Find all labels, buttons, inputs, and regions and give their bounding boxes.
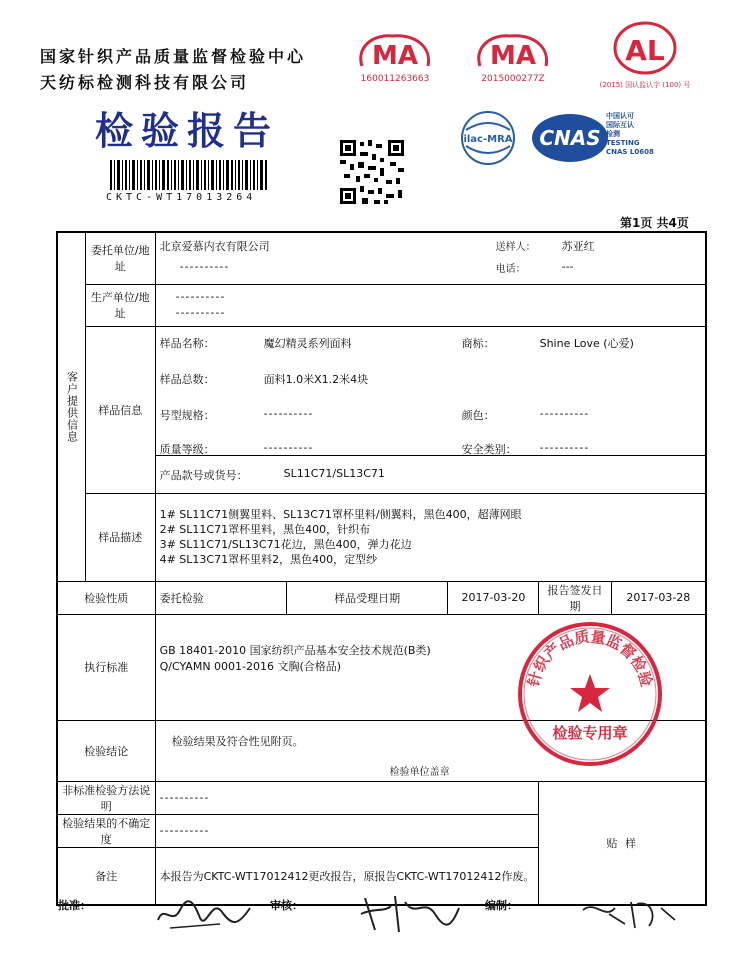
cal-code: (2015) 国认监认字 (100) 号 <box>599 81 691 89</box>
report-table <box>56 231 707 906</box>
remarks-label: 备注 <box>57 847 155 905</box>
color-value: ---------- <box>539 406 590 420</box>
sample-info-cell <box>155 326 706 493</box>
sample-desc-line: 2# SL11C71罩杯里料，黑色400，针织布 <box>159 523 371 536</box>
cnas-caption-line: TESTING <box>606 139 640 147</box>
sample-desc-line: 4# SL13C71罩杯里料2，黑色400，定型纱 <box>159 553 378 566</box>
sample-desc-line: 3# SL11C71/SL13C71花边，黑色400，弹力花边 <box>159 538 412 551</box>
svg-text:MA: MA <box>372 41 418 70</box>
model-label: 号型规格： <box>159 408 215 422</box>
page-indicator: 第1页 共4页 <box>620 216 689 230</box>
safety-value: ---------- <box>539 440 590 454</box>
standard-line: GB 18401-2010 国家纺织产品基本安全技术规范(B类) <box>159 643 431 657</box>
standard-line: Q/CYAMN 0001-2016 文胸(合格品) <box>159 659 342 673</box>
model-value: ---------- <box>263 406 314 420</box>
seal-label: 检验单位盖章 <box>389 766 450 778</box>
barcode-icon <box>110 160 270 190</box>
seal-arc-text: 针织产品质量监督检验 <box>524 627 656 689</box>
seal-sub-text: 检验专用章 <box>552 724 628 742</box>
producer-label: 生产单位/地址 <box>85 284 155 326</box>
cnas-logo <box>530 110 610 166</box>
color-label: 颜色： <box>461 408 495 422</box>
compile-label: 编制： <box>485 899 518 912</box>
phone-value: --- <box>561 260 574 274</box>
cma-logo-2 <box>470 30 556 86</box>
conclusion-label: 检验结论 <box>57 720 155 781</box>
standard-label: 执行标准 <box>57 614 155 720</box>
producer-line1: ---------- <box>175 290 226 303</box>
client-name: 北京爱慕内衣有限公司 <box>159 240 270 254</box>
review-label: 审核： <box>270 899 303 912</box>
conclusion-text: 检验结果及符合性见附页。 <box>171 734 304 748</box>
reviewer-signature <box>355 888 465 942</box>
approver-signature <box>150 890 260 939</box>
cal-logo <box>590 20 700 90</box>
brand-label: 商标： <box>461 336 495 350</box>
cnas-caption-line: 中国认可 <box>606 112 634 120</box>
received-value: 2017-03-20 <box>448 581 539 614</box>
producer-cell <box>155 284 706 326</box>
sample-desc-cell <box>155 493 706 581</box>
item-no-value: SL11C71/SL13C71 <box>283 466 385 480</box>
safety-label: 安全类别： <box>461 442 517 456</box>
qr-code-icon <box>340 140 404 204</box>
cnas-caption-line: CNAS L0608 <box>606 148 654 156</box>
sender-value: 苏亚红 <box>561 240 595 254</box>
official-seal <box>516 620 664 768</box>
cnas-caption <box>606 112 654 157</box>
client-label: 委托单位/地址 <box>85 232 155 284</box>
svg-text:AL: AL <box>625 34 665 67</box>
barcode-text: CKTC-WT17013264 <box>106 192 257 203</box>
client-cell <box>155 232 706 284</box>
ilac-mra-logo <box>456 110 520 166</box>
cma-code-1: 160011263663 <box>360 74 430 84</box>
cma-logo-1 <box>352 30 438 86</box>
issued-value: 2017-03-28 <box>611 581 706 614</box>
non-standard-value: ---------- <box>155 781 539 814</box>
grade-label: 质量等级： <box>159 442 215 456</box>
sample-name: 魔幻精灵系列面料 <box>263 336 352 350</box>
cma-code-2: 2015000277Z <box>481 74 545 84</box>
cnas-caption-line: 国际互认 <box>606 121 634 129</box>
compiler-signature <box>575 890 685 939</box>
sample-info-label: 样品信息 <box>85 326 155 493</box>
client-address: ---------- <box>179 260 230 274</box>
sample-name-label: 样品名称： <box>159 336 215 350</box>
sample-total: 面料1.0米X1.2米4块 <box>263 372 369 386</box>
approve-label: 批准： <box>58 899 91 912</box>
uncertainty-value: ---------- <box>155 814 539 847</box>
received-label: 样品受理日期 <box>286 581 448 614</box>
report-title: 检验报告 <box>95 109 280 153</box>
cnas-caption-line: 检测 <box>606 130 620 138</box>
nature-label: 检验性质 <box>57 581 155 614</box>
producer-line2: ---------- <box>175 306 226 319</box>
svg-text:MA: MA <box>490 41 536 70</box>
org-name-line1: 国家针织产品质量监督检验中心 <box>40 47 307 66</box>
remarks-value: 本报告为CKTC-WT17012412更改报告，原报告CKTC-WT17012412作废。 <box>155 847 539 905</box>
nature-value: 委托检验 <box>155 581 286 614</box>
grade-value: ---------- <box>263 440 314 454</box>
divider <box>156 455 705 456</box>
svg-text:ilac-MRA: ilac-MRA <box>463 134 513 145</box>
sample-total-label: 样品总数： <box>159 372 215 386</box>
brand-value: Shine Love (心爱) <box>539 336 634 350</box>
issued-label: 报告签发日期 <box>539 581 611 614</box>
org-name-line2: 天纺标检测科技有限公司 <box>40 73 250 92</box>
item-no-label: 产品款号或货号： <box>159 468 248 482</box>
sample-sticker-area: 贴 样 <box>539 781 706 905</box>
client-info-label: 客户提供信息 <box>57 232 85 581</box>
svg-text:CNAS: CNAS <box>539 126 601 150</box>
sample-desc-line: 1# SL11C71侧翼里料、SL13C71罩杯里料/侧翼料，黑色400，超薄网眼 <box>159 508 522 521</box>
uncertainty-label: 检验结果的不确定度 <box>57 814 155 847</box>
sample-desc-label: 样品描述 <box>85 493 155 581</box>
non-standard-label: 非标准检验方法说明 <box>57 781 155 814</box>
sender-label: 送样人： <box>495 242 536 254</box>
phone-label: 电话： <box>495 264 526 276</box>
